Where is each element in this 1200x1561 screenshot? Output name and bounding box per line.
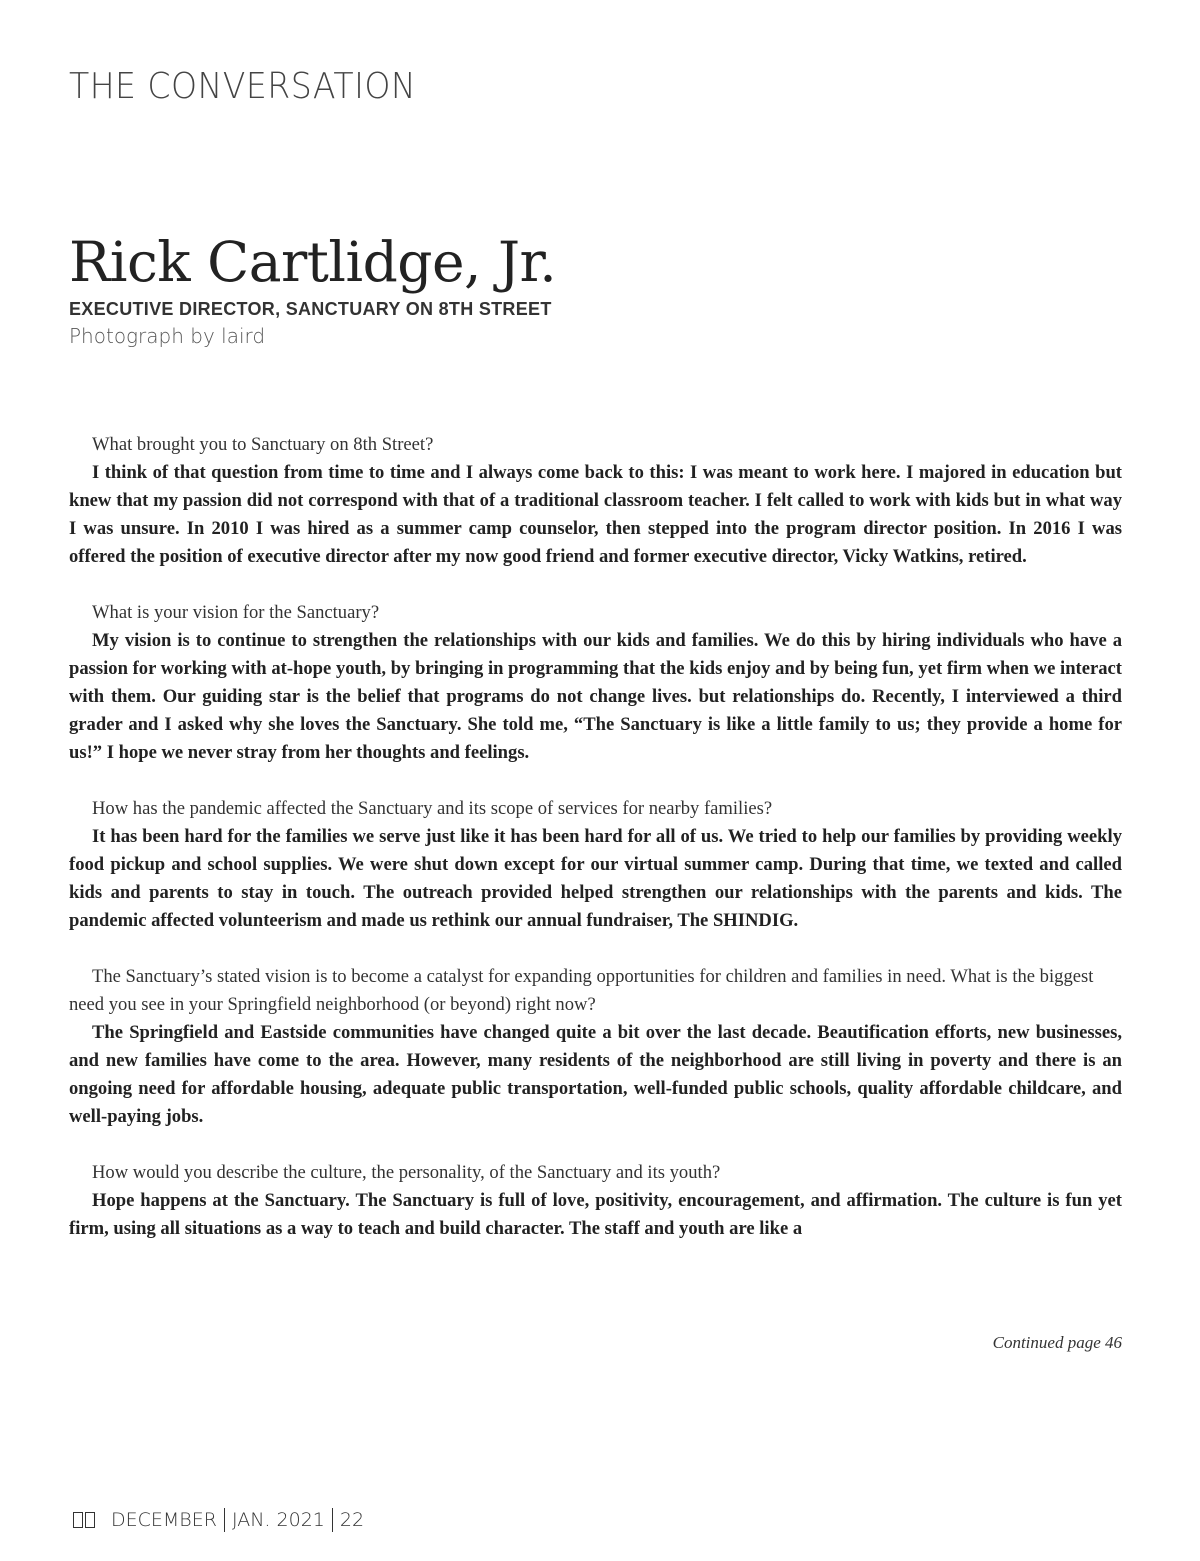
- qa-item: [69, 963, 1122, 1131]
- question: How would you describe the culture, the personality, of the Sanctuary and its youth?: [92, 1162, 721, 1183]
- question: What brought you to Sanctuary on 8th Street?: [92, 434, 434, 455]
- question: The Sanctuary’s stated vision is to become a catalyst for expanding opportunities for children and families in need. What is the biggest need you see in your Springfield neighborhood (or beyond) right now?: [69, 966, 1094, 1015]
- footer-month: DECEMBER: [111, 1509, 217, 1531]
- magazine-logo-icon: [73, 1512, 97, 1528]
- footer-issue: JAN. 2021: [231, 1509, 325, 1531]
- qa-item: [69, 599, 1122, 767]
- person-name: Rick Cartlidge, Jr.: [69, 230, 557, 294]
- answer: My vision is to continue to strengthen the relationships with our kids and families. We do this by hiring individuals who have a passion for working with at-hope youth, by bringing in programming that the kids enjoy and by being fun, yet firm when we interact with them. Our guiding star is the belief that programs do not change lives. but relationships do. Recently, I interviewed a third grader and I asked why she loves the Sanctuary. She told me, “The Sanctuary is like a little family to us; they provide a home for us!” I hope we never stray from her thoughts and feelings.: [69, 630, 1122, 763]
- section-label: THE CONVERSATION: [69, 66, 417, 107]
- photo-credit: Photograph by laird: [69, 324, 266, 348]
- page-footer: [73, 1508, 364, 1532]
- question: What is your vision for the Sanctuary?: [92, 602, 380, 623]
- answer: The Springfield and Eastside communities have changed quite a bit over the last decade. Beautification efforts, new businesses, and new families have come to the area. However, many residents of the neighborhood are still living in poverty and there is an ongoing need for affordable housing, adequate public transportation, well-funded public schools, quality affordable childcare, and well-paying jobs.: [69, 1022, 1122, 1127]
- answer: Hope happens at the Sanctuary. The Sanctuary is full of love, positivity, encouragement, and affirmation. The culture is fun yet firm, using all situations as a way to teach and build character. The staff and youth are like a: [69, 1190, 1122, 1239]
- footer-divider: [332, 1508, 333, 1532]
- answer: I think of that question from time to time and I always come back to this: I was meant to work here. I majored in education but knew that my passion did not correspond with that of a traditional classroom teacher. I felt called to work with kids but in what way I was unsure. In 2010 I was hired as a summer camp counselor, then stepped into the program director position. In 2016 I was offered the position of executive director after my now good friend and former executive director, Vicky Watkins, retired.: [69, 462, 1122, 567]
- qa-item: [69, 1159, 1122, 1243]
- page-number: 22: [339, 1509, 365, 1531]
- interview-body: [69, 431, 1122, 1271]
- profile-header: [69, 226, 556, 350]
- person-title: EXECUTIVE DIRECTOR, SANCTUARY ON 8TH STREET: [69, 299, 552, 319]
- question: How has the pandemic affected the Sanctuary and its scope of services for nearby families?: [92, 798, 773, 819]
- footer-divider: [224, 1508, 225, 1532]
- qa-item: [69, 431, 1122, 571]
- continued-note: Continued page 46: [992, 1333, 1122, 1352]
- answer: It has been hard for the families we serve just like it has been hard for all of us. We tried to help our families by providing weekly food pickup and school supplies. We were shut down except for our virtual summer camp. During that time, we texted and called kids and parents to stay in touch. The outreach provided helped strengthen our relationships with the parents and kids. The pandemic affected volunteerism and made us rethink our annual fundraiser, The SHINDIG.: [69, 826, 1122, 931]
- qa-item: [69, 795, 1122, 935]
